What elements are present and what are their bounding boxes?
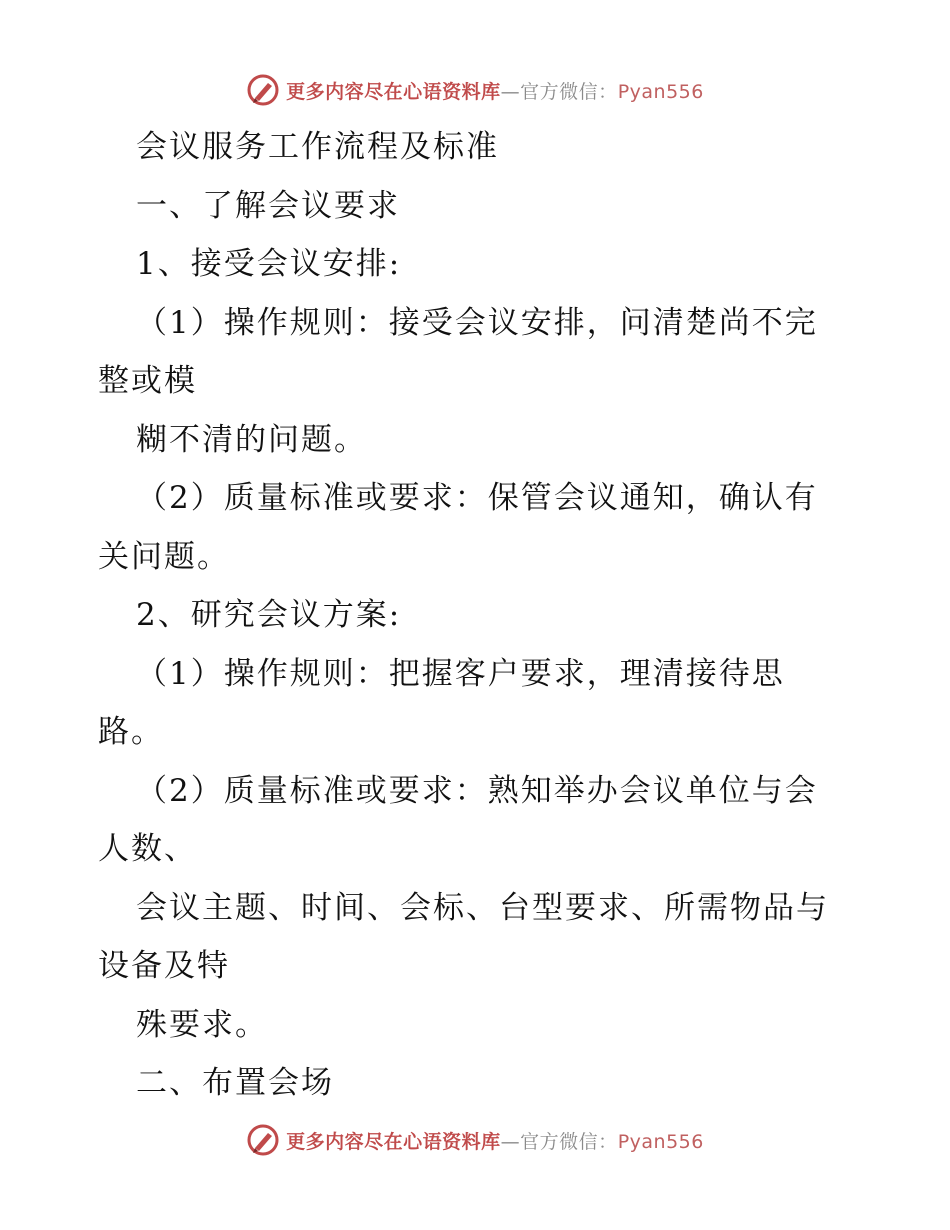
footer-watermark (0, 1120, 950, 1160)
paragraph-line: 整或模 (98, 363, 197, 399)
watermark-text (286, 77, 704, 104)
watermark-text (286, 1127, 704, 1154)
paragraph-line: （2）质量标准或要求：保管会议通知，确认有 (136, 480, 818, 516)
paragraph-line: （1）操作规则：接受会议安排，问清楚尚不完 (136, 304, 818, 341)
paragraph-line: 路。 (98, 714, 164, 750)
paragraph-line: 糊不清的问题。 (136, 421, 367, 458)
watermark-account: Pyan556 (617, 80, 704, 103)
document-body (98, 118, 858, 1113)
watermark-dash: — (500, 1130, 521, 1153)
paragraph-line: 殊要求。 (136, 1006, 268, 1043)
paragraph-line: 关问题。 (98, 538, 230, 575)
watermark-brand: 更多内容尽在心语资料库 (286, 1130, 501, 1153)
subsection-heading: 2、研究会议方案: (136, 597, 402, 633)
section-heading: 一、了解会议要求 (136, 187, 400, 224)
pen-logo-icon (246, 73, 280, 107)
section-heading: 二、布置会场 (136, 1065, 334, 1101)
watermark-official: 官方微信： (520, 1130, 618, 1153)
watermark-account: Pyan556 (617, 1130, 704, 1153)
watermark-brand: 更多内容尽在心语资料库 (286, 80, 501, 103)
watermark-dash: — (500, 80, 521, 103)
paragraph-line: （1）操作规则：把握客户要求，理清接待思 (136, 655, 785, 692)
subsection-heading: 1、接受会议安排: (136, 246, 402, 282)
paragraph-line: （2）质量标准或要求：熟知举办会议单位与会 (136, 772, 818, 809)
watermark-official: 官方微信： (520, 80, 618, 103)
paragraph-line: 设备及特 (98, 948, 230, 984)
paragraph-line: 会议主题、时间、会标、台型要求、所需物品与 (136, 889, 829, 926)
paragraph-line: 人数、 (98, 831, 197, 867)
pen-logo-icon (246, 1123, 280, 1157)
header-watermark (0, 70, 950, 110)
doc-title: 会议服务工作流程及标准 (136, 129, 499, 165)
